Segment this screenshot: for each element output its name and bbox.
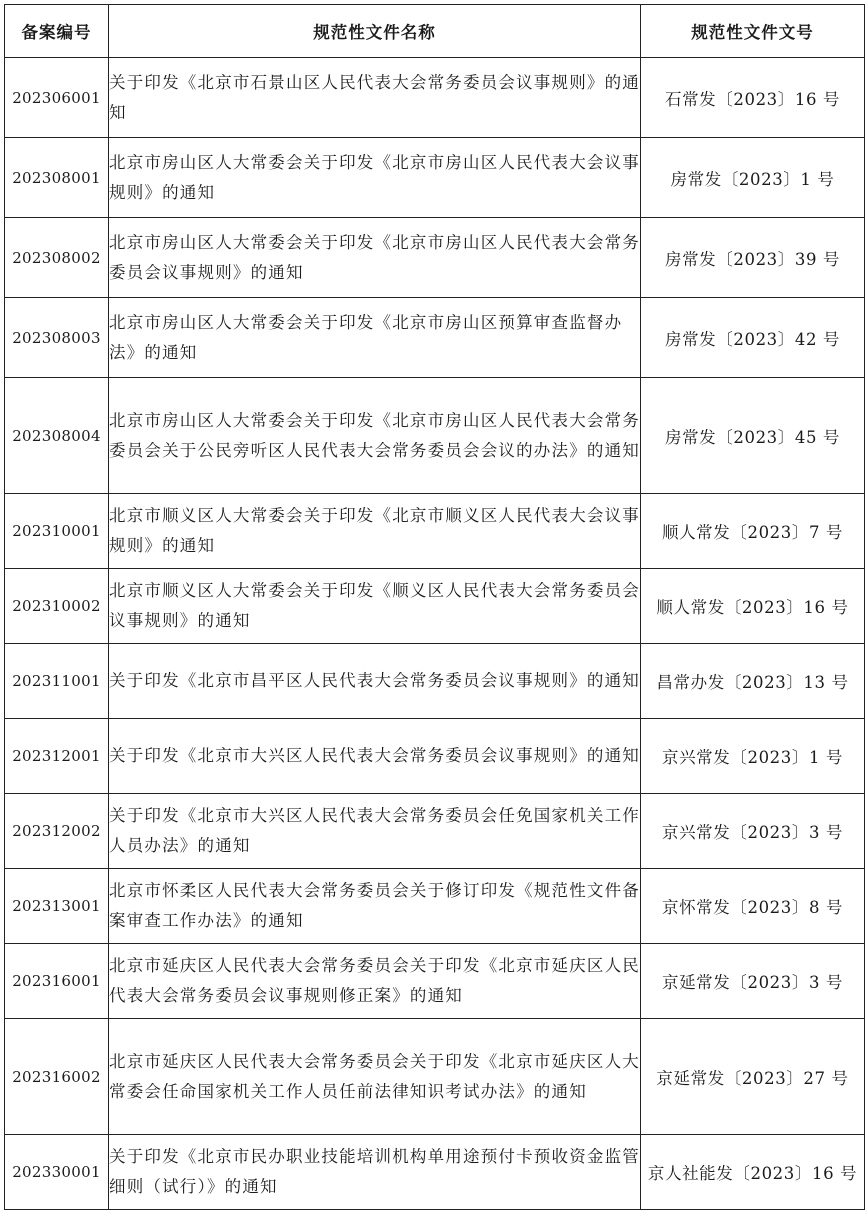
filing-number-cell: 202308003 (5, 298, 109, 378)
filing-number-cell: 202308002 (5, 218, 109, 298)
header-document-name: 规范性文件名称 (109, 5, 641, 58)
table-row (5, 644, 865, 719)
document-name-cell: 北京市房山区人大常委会关于印发《北京市房山区人民代表大会常务委员会议事规则》的通知 (109, 218, 641, 298)
filing-number-cell: 202312002 (5, 794, 109, 869)
document-number-cell: 京延常发〔2023〕3 号 (641, 944, 865, 1019)
table-row (5, 298, 865, 378)
document-name-cell: 关于印发《北京市石景山区人民代表大会常务委员会议事规则》的通知 (109, 58, 641, 138)
document-name-cell: 北京市怀柔区人民代表大会常务委员会关于修订印发《规范性文件备案审查工作办法》的通知 (109, 869, 641, 944)
table-row (5, 138, 865, 218)
filing-number-cell: 202311001 (5, 644, 109, 719)
table-row (5, 1019, 865, 1135)
table-header (5, 5, 865, 58)
document-name-cell: 北京市延庆区人民代表大会常务委员会关于印发《北京市延庆区人民代表大会常务委员会议事规则修正案》的通知 (109, 944, 641, 1019)
document-name-cell: 北京市房山区人大常委会关于印发《北京市房山区人民代表大会常务委员会关于公民旁听区人民代表大会常务委员会会议的办法》的通知 (109, 378, 641, 494)
document-number-cell: 顺人常发〔2023〕16 号 (641, 569, 865, 644)
document-name-cell: 北京市延庆区人民代表大会常务委员会关于印发《北京市延庆区人大常委会任命国家机关工作人员任前法律知识考试办法》的通知 (109, 1019, 641, 1135)
filing-number-cell: 202313001 (5, 869, 109, 944)
table-row (5, 218, 865, 298)
document-name-cell: 关于印发《北京市昌平区人民代表大会常务委员会议事规则》的通知 (109, 644, 641, 719)
document-name-cell: 北京市房山区人大常委会关于印发《北京市房山区预算审查监督办法》的通知 (109, 298, 641, 378)
document-number-cell: 房常发〔2023〕1 号 (641, 138, 865, 218)
document-name-cell: 北京市顺义区人大常委会关于印发《顺义区人民代表大会常务委员会议事规则》的通知 (109, 569, 641, 644)
filing-number-cell: 202306001 (5, 58, 109, 138)
document-number-cell: 京兴常发〔2023〕3 号 (641, 794, 865, 869)
filing-table (4, 4, 865, 1210)
document-name-cell: 关于印发《北京市大兴区人民代表大会常务委员会任免国家机关工作人员办法》的通知 (109, 794, 641, 869)
filing-number-cell: 202308004 (5, 378, 109, 494)
filing-number-cell: 202312001 (5, 719, 109, 794)
document-number-cell: 房常发〔2023〕45 号 (641, 378, 865, 494)
document-number-cell: 京怀常发〔2023〕8 号 (641, 869, 865, 944)
table-row (5, 58, 865, 138)
document-number-cell: 京人社能发〔2023〕16 号 (641, 1135, 865, 1210)
document-number-cell: 房常发〔2023〕39 号 (641, 218, 865, 298)
document-number-cell: 顺人常发〔2023〕7 号 (641, 494, 865, 569)
filing-number-cell: 202308001 (5, 138, 109, 218)
header-row (5, 5, 865, 58)
document-number-cell: 石常发〔2023〕16 号 (641, 58, 865, 138)
document-number-cell: 京延常发〔2023〕27 号 (641, 1019, 865, 1135)
table-row (5, 378, 865, 494)
header-document-number: 规范性文件文号 (641, 5, 865, 58)
document-name-cell: 北京市顺义区人大常委会关于印发《北京市顺义区人民代表大会议事规则》的通知 (109, 494, 641, 569)
document-number-cell: 房常发〔2023〕42 号 (641, 298, 865, 378)
table-row (5, 719, 865, 794)
table-body (5, 58, 865, 1210)
filing-number-cell: 202330001 (5, 1135, 109, 1210)
document-number-cell: 昌常办发〔2023〕13 号 (641, 644, 865, 719)
table-row (5, 569, 865, 644)
document-name-cell: 北京市房山区人大常委会关于印发《北京市房山区人民代表大会议事规则》的通知 (109, 138, 641, 218)
filing-number-cell: 202316001 (5, 944, 109, 1019)
filing-number-cell: 202310001 (5, 494, 109, 569)
header-filing-number: 备案编号 (5, 5, 109, 58)
document-number-cell: 京兴常发〔2023〕1 号 (641, 719, 865, 794)
table-row (5, 944, 865, 1019)
filing-number-cell: 202310002 (5, 569, 109, 644)
table-row (5, 869, 865, 944)
document-name-cell: 关于印发《北京市民办职业技能培训机构单用途预付卡预收资金监管细则（试行）》的通知 (109, 1135, 641, 1210)
table-row (5, 1135, 865, 1210)
table-row (5, 794, 865, 869)
table-row (5, 494, 865, 569)
document-name-cell: 关于印发《北京市大兴区人民代表大会常务委员会议事规则》的通知 (109, 719, 641, 794)
filing-number-cell: 202316002 (5, 1019, 109, 1135)
